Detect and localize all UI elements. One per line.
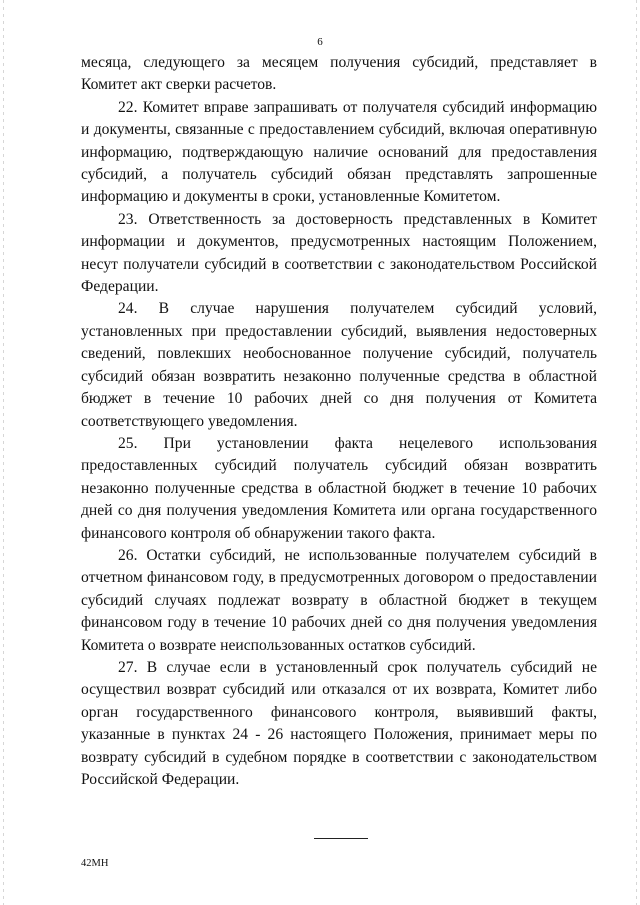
end-separator-line: [314, 838, 368, 839]
footer-document-code: 42МН: [81, 858, 109, 869]
paragraph-22: 22. Комитет вправе запрашивать от получателя субсидий информацию и документы, связанные с предоставлением субсидий, включая оперативную информацию, подтверждающую наличие оснований для предоставления субсидий, а получатель субсидий обязан представлять запрошенные информацию и документы в сроки, установленные Комитетом.: [81, 98, 597, 206]
paragraph-24: 24. В случае нарушения получателем субсидий условий, установленных при предоставлении субсидий, выявления недостоверных сведений, повлекших необоснованное получение субсидий, получатель субсидий обязан возвратить незаконно полученные средства в областной бюджет в течение 10 рабочих дней со дня получения от Комитета соответствующего уведомления.: [81, 300, 597, 430]
paragraph-26: 26. Остатки субсидий, не использованные получателем субсидий в отчетном финансовом году, в предусмотренных договором о предоставлении субсидий случаях подлежат возврату в областной бюджет в текущем финансовом году в течение 10 рабочих дней со дня получения уведомления Комитета о возврате неиспользованных остатков субсидий.: [81, 546, 597, 654]
paragraph-27: 27. В случае если в установленный срок получатель субсидий не осуществил возврат субсидий или отказался от их возврата, Комитет либо орган государственного финансового контроля, выявивший факты, указанные в пунктах 24 - 26 настоящего Положения, принимает меры по возврату субсидий в судебном порядке в соответствии с законодательством Российской Федерации.: [81, 658, 597, 788]
paragraph-continuation: месяца, следующего за месяцем получения субсидий, представляет в Комитет акт сверки расчетов.: [81, 54, 597, 94]
document-body: [81, 52, 597, 791]
paragraph-25: 25. При установлении факта нецелевого использования предоставленных субсидий получатель субсидий обязан возвратить незаконно полученные средства в областной бюджет в течение 10 рабочих дней со дня получения уведомления Комитета или органа государственного финансового контроля об обнаружении такого факта.: [81, 434, 597, 542]
page-number: 6: [317, 36, 323, 48]
paragraph-23: 23. Ответственность за достоверность представленных в Комитет информации и документов, предусмотренных настоящим Положением, несут получатели субсидий в соответствии с законодательством Российской Федерации.: [81, 210, 597, 296]
scan-edge-right: [636, 0, 637, 905]
scan-edge-left: [3, 0, 4, 905]
